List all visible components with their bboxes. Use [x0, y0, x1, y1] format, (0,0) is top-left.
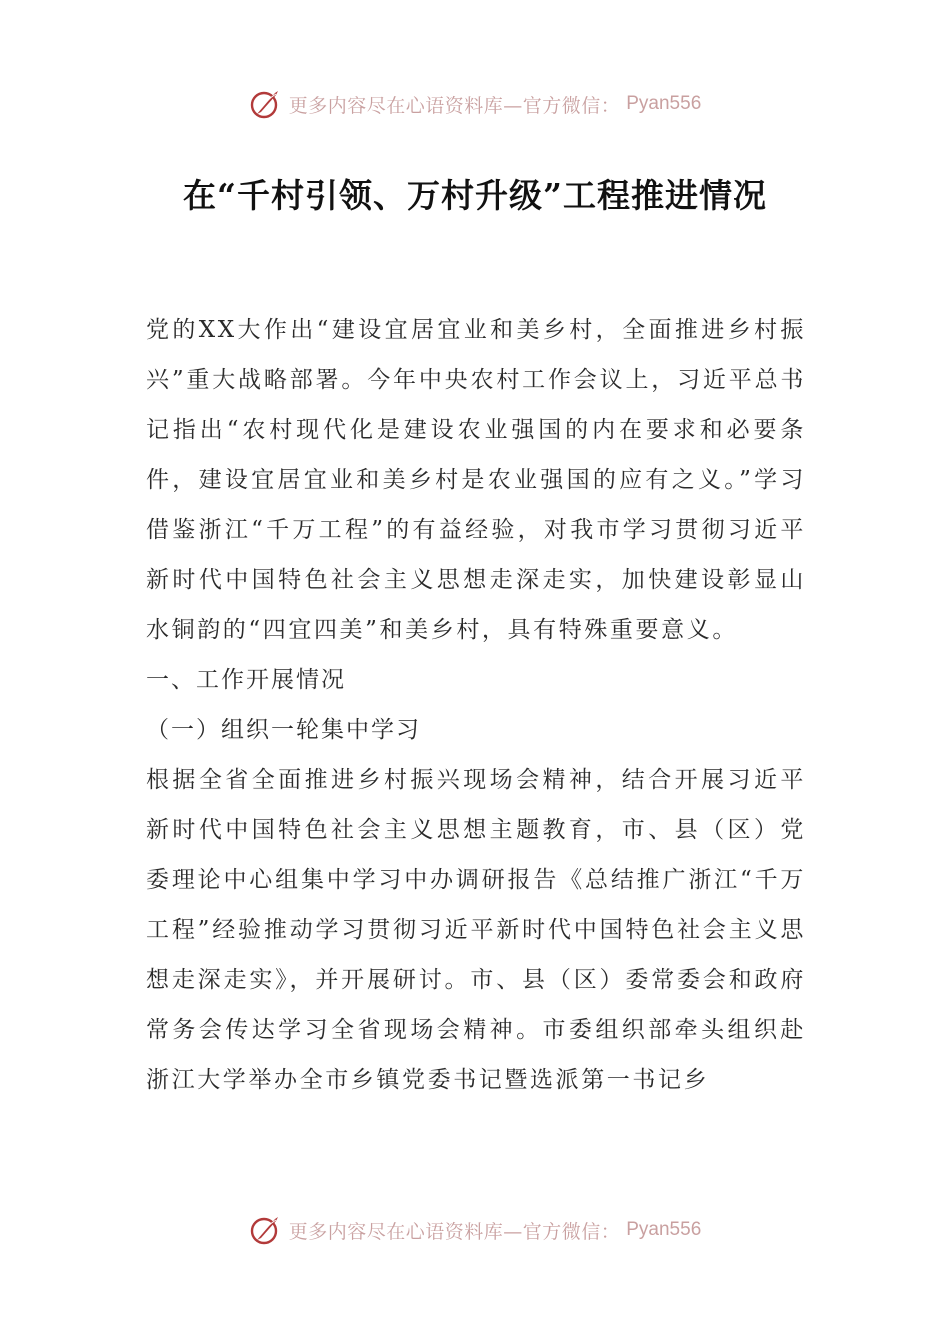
document-title: 在“千村引领、万村升级”工程推进情况 — [183, 176, 767, 215]
section-heading: 一、工作开展情况 — [146, 667, 346, 693]
footer-wechat-id: Pyan556 — [626, 1219, 702, 1240]
intro-paragraph: 党的XX大作出“建设宜居宜业和美乡村，全面推进乡村振兴”重大战略部署。今年中央农村工作会议上，习近平总书记指出“农村现代化是建设农业强国的内在要求和必要条件，建设宜居宜业和美乡村是农业强国的应有之义。”学习借鉴浙江“千万工程”的有益经验，对我市学习贯彻习近平新时代中国特色社会主义思想走深走实，加快建设彰显山水铜韵的“四宜四美”和美乡村，具有特殊重要意义。 — [146, 317, 806, 643]
header-banner — [0, 82, 950, 126]
document-body — [146, 305, 806, 1105]
quill-pen-logo-icon — [249, 87, 283, 121]
footer-banner-text: 更多内容尽在心语资料库—官方微信： — [288, 1220, 621, 1243]
subsection-paragraph: 根据全省全面推进乡村振兴现场会精神，结合开展习近平新时代中国特色社会主义思想主题教育，市、县（区）党委理论中心组集中学习中办调研报告《总结推广浙江“千万工程”经验推动学习贯彻习近平新时代中国特色社会主义思想走深走实》，并开展研讨。市、县（区）委常委会和政府常务会传达学习全省现场会精神。市委组织部牵头组织赴浙江大学举办全市乡镇党委书记暨选派第一书记乡 — [146, 767, 806, 1093]
quill-pen-logo-icon — [249, 1213, 283, 1247]
header-wechat-id: Pyan556 — [626, 93, 702, 114]
footer-banner — [0, 1208, 950, 1252]
subsection-heading: （一）组织一轮集中学习 — [146, 717, 421, 743]
header-banner-text: 更多内容尽在心语资料库—官方微信： — [288, 94, 621, 117]
